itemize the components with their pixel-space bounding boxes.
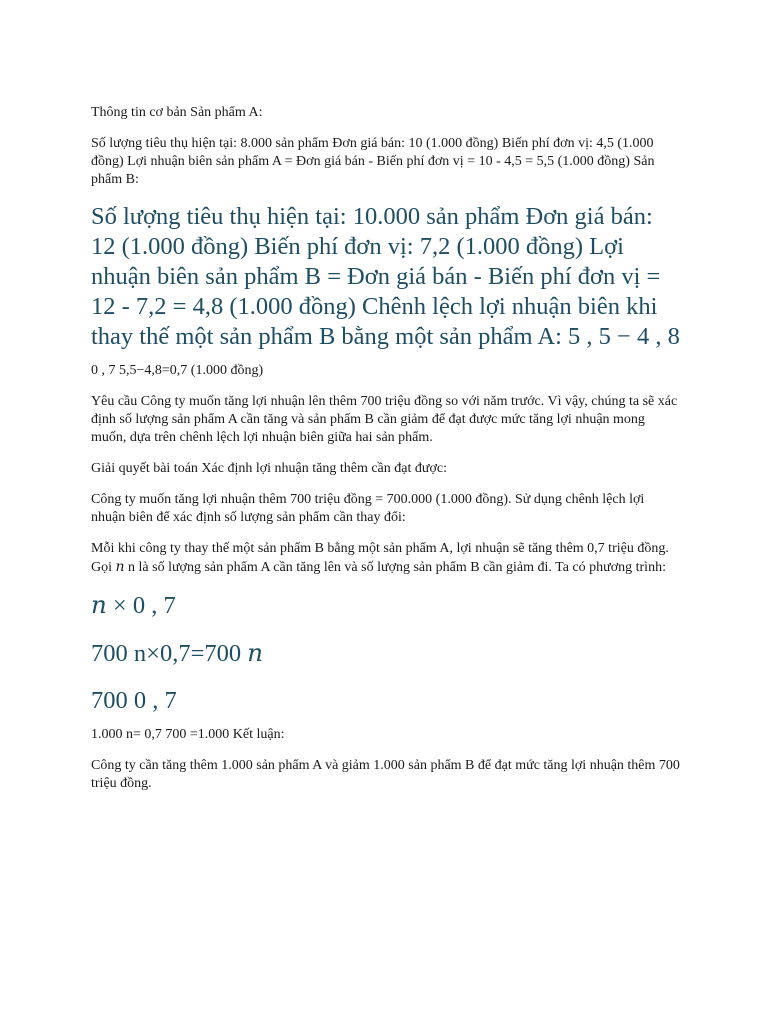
paragraph-result: 1.000 n= 0,7 700 =1.000 Kết luận: <box>91 727 285 742</box>
text-segment: Mỗi khi công ty thay thế một sản phẩm B bằng một sản phẩm A, lợi nhuận sẽ tăng thêm 0,7 triệu đồng. Gọi <box>91 541 669 575</box>
paragraph-product-a-info: Số lượng tiêu thụ hiện tại: 8.000 sản phẩm Đơn giá bán: 10 (1.000 đồng) Biến phí đơn vị: 4,5 (1.000 đồng) Lợi nhuận biên sản phẩm A = Đơn giá bán - Biến phí đơn vị = 10 - 4,5 = 5,5 (1.000 đồng) Sản phẩm B: <box>91 136 655 187</box>
equation-line-3: 700 0 , 7 <box>91 687 177 714</box>
paragraph-variable-definition <box>91 540 681 577</box>
text-segment: n là số lượng sản phẩm A cần tăng lên và số lượng sản phẩm B cần giảm đi. Ta có phương trình: <box>124 560 666 575</box>
paragraph-conclusion: Công ty cần tăng thêm 1.000 sản phẩm A và giảm 1.000 sản phẩm B để đạt mức tăng lợi nhuận thêm 700 triệu đồng. <box>91 758 680 791</box>
paragraph-requirement: Yêu cầu Công ty muốn tăng lợi nhuận lên thêm 700 triệu đồng so với năm trước. Vì vậy, chúng ta sẽ xác định số lượng sản phẩm A cần tăng và sản phẩm B cần giảm để đạt được mức tăng lợi nhuận mong muốn, dựa trên chênh lệch lợi nhuận biên giữa hai sản phẩm. <box>91 394 678 445</box>
paragraph-product-b-info: Số lượng tiêu thụ hiện tại: 10.000 sản phẩm Đơn giá bán: 12 (1.000 đồng) Biến phí đơn vị: 7,2 (1.000 đồng) Lợi nhuận biên sản phẩm B = Đơn giá bán - Biến phí đơn vị = 12 - 7,2 = 4,8 (1.000 đồng) Chênh lệch lợi nhuận biên khi thay thế một sản phẩm B bằng một sản phẩm A: 5 , 5 − 4 , 8 <box>91 203 680 350</box>
paragraph-margin-difference: 0 , 7 5,5−4,8=0,7 (1.000 đồng) <box>91 363 264 378</box>
paragraph-solution-heading: Giải quyết bài toán Xác định lợi nhuận tăng thêm cần đạt được: <box>91 461 447 476</box>
equation-line-1 <box>91 590 681 621</box>
heading-product-a: Thông tin cơ bản Sản phẩm A: <box>91 105 263 120</box>
math-variable-n: n <box>115 559 125 575</box>
equation-line-2 <box>91 638 681 669</box>
math-variable-n: n <box>247 638 264 667</box>
math-variable-n: n <box>91 590 107 619</box>
paragraph-target-profit: Công ty muốn tăng lợi nhuận thêm 700 triệu đồng = 700.000 (1.000 đồng). Sử dụng chênh lệch lợi nhuận biên để xác định số lượng sản phẩm cần thay đổi: <box>91 492 645 525</box>
equation-text: × 0 , 7 <box>106 592 176 619</box>
document-page <box>91 104 681 806</box>
equation-text: 700 n×0,7=700 <box>91 640 248 667</box>
